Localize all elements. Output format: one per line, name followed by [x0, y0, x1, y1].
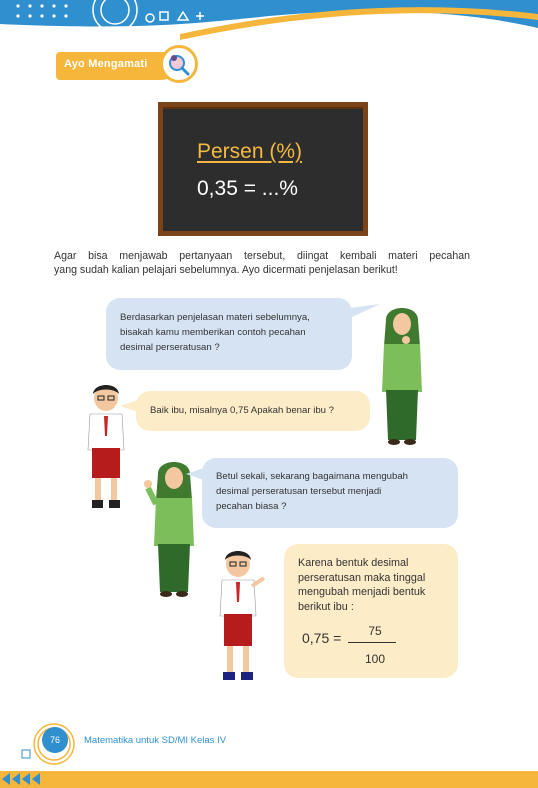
- intro-line-1: Agar bisa menjawab pertanyaan tersebut, diingat kembali materi pecahan: [54, 250, 470, 262]
- header-decoration: [0, 0, 538, 48]
- bubble-line: perseratusan maka tinggal: [298, 571, 426, 584]
- bubble-line: desimal perseratusan tersebut menjadi: [216, 486, 382, 497]
- intro-line-2: yang sudah kalian pelajari sebelumnya. Ayo dicermati penjelasan berikut!: [54, 264, 398, 276]
- bubble-line: mengubah menjadi bentuk: [298, 586, 426, 598]
- bubble-line: Berdasarkan penjelasan materi sebelumnya,: [120, 312, 310, 323]
- fraction-lhs: 0,75 =: [302, 630, 342, 646]
- speech-bubble-student-1: [136, 391, 370, 431]
- speech-bubble-teacher-1: [106, 298, 352, 370]
- fraction-bar: [348, 642, 396, 643]
- bubble-line: berikut ibu :: [298, 600, 354, 613]
- footer-title: Matematika untuk SD/MI Kelas IV: [84, 735, 227, 746]
- student-illustration: [216, 550, 266, 690]
- bubble-line: Karena bentuk desimal: [298, 557, 409, 569]
- bubble-line: pecahan biasa ?: [216, 501, 287, 512]
- footer-bar: [0, 771, 538, 788]
- teacher-illustration: [376, 300, 428, 448]
- bubble-line: Betul sekali, sekarang bagaimana mengubah: [216, 471, 409, 482]
- magnifier-icon: [160, 45, 198, 83]
- board-title: Persen (%): [197, 140, 303, 163]
- board-equation: 0,35 = ...%: [197, 177, 298, 200]
- page-number: 76: [42, 727, 68, 753]
- bubble-line: bisakah kamu memberikan contoh pecahan: [120, 327, 306, 338]
- speech-bubble-teacher-2: [202, 458, 458, 528]
- bubble-line: desimal perseratusan ?: [120, 342, 220, 353]
- section-label: Ayo Mengamati: [64, 58, 148, 70]
- bubble-line: Baik ibu, misalnya 0,75 Apakah benar ibu ?: [150, 405, 335, 416]
- blackboard: [158, 102, 368, 236]
- fraction-denominator: 100: [364, 652, 386, 666]
- fraction-numerator: 75: [368, 624, 382, 638]
